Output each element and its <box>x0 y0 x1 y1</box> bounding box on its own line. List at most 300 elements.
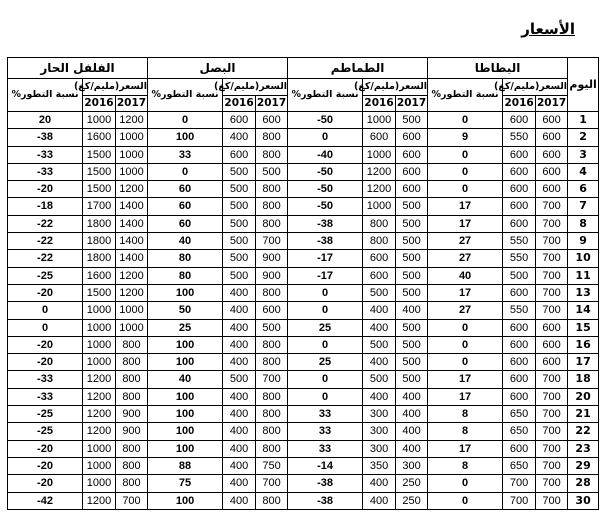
day-cell: 23 <box>568 440 599 457</box>
price-2016-cell: 600 <box>503 388 536 405</box>
price-2017-cell: 500 <box>396 336 428 353</box>
change-cell: 17- <box>288 250 363 267</box>
price-2016-cell: 400 <box>223 302 256 319</box>
change-cell: 100 <box>148 336 223 353</box>
day-cell: 7 <box>568 198 599 215</box>
price-2016-cell: 650 <box>503 457 536 474</box>
price-header: السعر(مليم/كغ) <box>223 79 288 96</box>
year-2017-header: 2017 <box>116 96 148 112</box>
price-2017-cell: 700 <box>256 475 288 492</box>
price-2017-cell: 1200 <box>116 181 148 198</box>
price-2017-cell: 700 <box>536 492 568 509</box>
price-2017-cell: 700 <box>536 302 568 319</box>
price-2016-cell: 300 <box>363 440 396 457</box>
price-2016-cell: 1000 <box>83 354 116 371</box>
change-cell: 20 <box>8 112 83 129</box>
change-cell: 0 <box>428 319 503 336</box>
price-2016-cell: 1200 <box>363 181 396 198</box>
price-2016-cell: 600 <box>223 146 256 163</box>
table-row <box>8 233 599 250</box>
price-2016-cell: 600 <box>503 354 536 371</box>
price-2016-cell: 400 <box>223 284 256 301</box>
price-2017-cell: 700 <box>536 406 568 423</box>
price-2017-cell: 400 <box>396 302 428 319</box>
day-cell: 30 <box>568 492 599 509</box>
change-cell: 17 <box>428 215 503 232</box>
table-row <box>8 250 599 267</box>
price-2017-cell: 800 <box>256 336 288 353</box>
change-cell: 0 <box>288 284 363 301</box>
price-2016-cell: 500 <box>363 371 396 388</box>
price-2016-cell: 600 <box>503 198 536 215</box>
price-2017-cell: 250 <box>396 492 428 509</box>
change-cell: 0 <box>288 302 363 319</box>
price-2016-cell: 400 <box>223 492 256 509</box>
price-2016-cell: 1000 <box>83 112 116 129</box>
prices-table <box>7 57 599 510</box>
day-cell: 20 <box>568 388 599 405</box>
change-cell: 50- <box>288 112 363 129</box>
table-row <box>8 406 599 423</box>
change-cell: 50 <box>148 302 223 319</box>
price-2017-cell: 500 <box>396 354 428 371</box>
price-2016-cell: 400 <box>223 129 256 146</box>
change-cell: 0 <box>148 163 223 180</box>
veg-header-onion: البصل <box>148 58 288 79</box>
price-2017-cell: 300 <box>396 457 428 474</box>
price-2016-cell: 600 <box>503 319 536 336</box>
price-header: السعر(مليم/كغ) <box>363 79 428 96</box>
price-2017-cell: 1000 <box>116 163 148 180</box>
price-2016-cell: 400 <box>223 406 256 423</box>
change-cell: 0 <box>8 319 83 336</box>
day-cell: 9 <box>568 233 599 250</box>
price-2017-cell: 700 <box>536 267 568 284</box>
change-header: نسبة التطور% <box>8 79 83 112</box>
change-cell: 75 <box>148 475 223 492</box>
price-2016-cell: 500 <box>223 198 256 215</box>
price-2016-cell: 1500 <box>83 163 116 180</box>
price-2017-cell: 600 <box>536 354 568 371</box>
table-row <box>8 267 599 284</box>
change-cell: 38- <box>288 492 363 509</box>
change-cell: 0 <box>428 112 503 129</box>
year-2016-header: 2016 <box>503 96 536 112</box>
price-header: السعر(مليم/كغ) <box>503 79 568 96</box>
change-cell: 33 <box>288 423 363 440</box>
price-2016-cell: 1000 <box>363 146 396 163</box>
price-2016-cell: 1600 <box>83 129 116 146</box>
change-cell: 50- <box>288 181 363 198</box>
change-cell: 20- <box>8 336 83 353</box>
price-2017-cell: 800 <box>256 406 288 423</box>
price-2016-cell: 300 <box>363 406 396 423</box>
price-2017-cell: 900 <box>256 267 288 284</box>
day-cell: 10 <box>568 250 599 267</box>
price-2017-cell: 600 <box>256 302 288 319</box>
table-row <box>8 371 599 388</box>
price-2016-cell: 400 <box>223 457 256 474</box>
table-row <box>8 336 599 353</box>
change-cell: 17 <box>428 284 503 301</box>
veg-header-potato: البطاطا <box>428 58 568 79</box>
day-cell: 22 <box>568 423 599 440</box>
veg-header-tomato: الطماطم <box>288 58 428 79</box>
price-2016-cell: 550 <box>503 302 536 319</box>
change-cell: 100 <box>148 440 223 457</box>
price-2017-cell: 500 <box>396 284 428 301</box>
price-2016-cell: 500 <box>223 371 256 388</box>
change-cell: 25- <box>8 406 83 423</box>
table-row <box>8 146 599 163</box>
change-cell: 20- <box>8 475 83 492</box>
price-2016-cell: 600 <box>503 336 536 353</box>
price-2016-cell: 400 <box>223 423 256 440</box>
day-cell: 18 <box>568 371 599 388</box>
price-2016-cell: 500 <box>363 336 396 353</box>
table-row <box>8 129 599 146</box>
price-2017-cell: 700 <box>536 388 568 405</box>
price-2016-cell: 1000 <box>83 302 116 319</box>
table-row <box>8 388 599 405</box>
price-2016-cell: 400 <box>363 492 396 509</box>
table-row <box>8 163 599 180</box>
price-2016-cell: 400 <box>223 388 256 405</box>
change-cell: 40 <box>148 371 223 388</box>
table-row <box>8 354 599 371</box>
change-cell: 27 <box>428 233 503 250</box>
change-cell: 50- <box>288 198 363 215</box>
change-cell: 33- <box>8 388 83 405</box>
change-cell: 8 <box>428 457 503 474</box>
change-cell: 20- <box>8 284 83 301</box>
change-cell: 25- <box>8 267 83 284</box>
price-2016-cell: 600 <box>363 250 396 267</box>
price-2017-cell: 500 <box>396 267 428 284</box>
change-cell: 100 <box>148 388 223 405</box>
change-cell: 40 <box>148 233 223 250</box>
price-2017-cell: 1400 <box>116 250 148 267</box>
price-2016-cell: 400 <box>223 336 256 353</box>
price-2016-cell: 400 <box>363 475 396 492</box>
change-cell: 40- <box>288 146 363 163</box>
change-cell: 14- <box>288 457 363 474</box>
change-cell: 0 <box>428 181 503 198</box>
change-cell: 33- <box>8 371 83 388</box>
price-2017-cell: 700 <box>536 250 568 267</box>
change-cell: 33- <box>8 146 83 163</box>
price-2017-cell: 700 <box>536 371 568 388</box>
price-2016-cell: 600 <box>223 112 256 129</box>
price-2016-cell: 400 <box>363 302 396 319</box>
price-2017-cell: 1000 <box>116 146 148 163</box>
price-2017-cell: 500 <box>396 233 428 250</box>
price-2016-cell: 1500 <box>83 284 116 301</box>
price-2017-cell: 700 <box>256 233 288 250</box>
price-2017-cell: 600 <box>396 146 428 163</box>
price-2017-cell: 700 <box>536 475 568 492</box>
price-2017-cell: 500 <box>396 371 428 388</box>
change-cell: 0 <box>288 336 363 353</box>
veg-header-hot-pepper: الفلفل الحار <box>8 58 148 79</box>
price-2016-cell: 1000 <box>83 440 116 457</box>
change-cell: 60 <box>148 198 223 215</box>
price-2017-cell: 600 <box>536 163 568 180</box>
change-cell: 17- <box>288 267 363 284</box>
change-cell: 60 <box>148 181 223 198</box>
price-2017-cell: 1400 <box>116 233 148 250</box>
price-2016-cell: 400 <box>363 354 396 371</box>
price-2016-cell: 700 <box>503 475 536 492</box>
day-cell: 21 <box>568 406 599 423</box>
price-2017-cell: 700 <box>536 198 568 215</box>
price-2017-cell: 400 <box>396 440 428 457</box>
change-cell: 25 <box>148 319 223 336</box>
price-2016-cell: 1200 <box>83 388 116 405</box>
change-cell: 17 <box>428 371 503 388</box>
change-cell: 17 <box>428 198 503 215</box>
price-2017-cell: 500 <box>396 198 428 215</box>
price-2017-cell: 800 <box>116 475 148 492</box>
change-cell: 33 <box>148 146 223 163</box>
price-2017-cell: 600 <box>256 112 288 129</box>
change-cell: 0 <box>428 492 503 509</box>
change-cell: 0 <box>428 336 503 353</box>
price-2016-cell: 500 <box>223 181 256 198</box>
day-cell: 15 <box>568 319 599 336</box>
price-2016-cell: 600 <box>503 371 536 388</box>
page-title: الأسعار <box>521 20 575 38</box>
table-row <box>8 492 599 509</box>
price-2016-cell: 1000 <box>83 319 116 336</box>
year-2016-header: 2016 <box>223 96 256 112</box>
change-cell: 9 <box>428 129 503 146</box>
price-2017-cell: 1200 <box>116 284 148 301</box>
price-2017-cell: 800 <box>116 457 148 474</box>
change-cell: 20- <box>8 181 83 198</box>
price-2017-cell: 600 <box>536 129 568 146</box>
table-row <box>8 457 599 474</box>
day-cell: 8 <box>568 215 599 232</box>
change-cell: 0 <box>428 354 503 371</box>
price-2016-cell: 1200 <box>83 406 116 423</box>
price-2017-cell: 500 <box>396 112 428 129</box>
price-2017-cell: 500 <box>256 163 288 180</box>
change-cell: 25 <box>288 354 363 371</box>
change-cell: 100 <box>148 354 223 371</box>
table-row <box>8 284 599 301</box>
price-2017-cell: 750 <box>256 457 288 474</box>
change-cell: 60 <box>148 215 223 232</box>
change-cell: 33- <box>8 163 83 180</box>
price-2017-cell: 500 <box>256 319 288 336</box>
price-2016-cell: 300 <box>363 423 396 440</box>
price-2017-cell: 600 <box>536 319 568 336</box>
price-2017-cell: 800 <box>256 284 288 301</box>
change-header: نسبة التطور% <box>288 79 363 112</box>
price-2017-cell: 800 <box>256 215 288 232</box>
year-2017-header: 2017 <box>256 96 288 112</box>
year-2017-header: 2017 <box>536 96 568 112</box>
price-2016-cell: 1600 <box>83 267 116 284</box>
price-2016-cell: 600 <box>503 215 536 232</box>
day-cell: 17 <box>568 354 599 371</box>
table-row <box>8 423 599 440</box>
price-2017-cell: 800 <box>256 423 288 440</box>
price-2016-cell: 600 <box>503 284 536 301</box>
price-2017-cell: 800 <box>116 388 148 405</box>
day-header: اليوم <box>568 58 599 112</box>
change-cell: 80 <box>148 267 223 284</box>
price-2017-cell: 700 <box>536 457 568 474</box>
change-cell: 25 <box>288 319 363 336</box>
change-cell: 22- <box>8 215 83 232</box>
price-header: السعر(مليم/كغ) <box>83 79 148 96</box>
price-2017-cell: 400 <box>396 388 428 405</box>
price-2017-cell: 900 <box>116 406 148 423</box>
change-cell: 27 <box>428 302 503 319</box>
price-2017-cell: 700 <box>256 371 288 388</box>
price-2016-cell: 600 <box>363 129 396 146</box>
change-cell: 38- <box>288 215 363 232</box>
price-2016-cell: 600 <box>503 146 536 163</box>
price-2017-cell: 250 <box>396 475 428 492</box>
change-cell: 0 <box>288 388 363 405</box>
table-row <box>8 302 599 319</box>
price-2016-cell: 1000 <box>83 457 116 474</box>
price-2016-cell: 500 <box>223 163 256 180</box>
change-cell: 0 <box>148 112 223 129</box>
table-row <box>8 215 599 232</box>
change-cell: 80 <box>148 250 223 267</box>
price-2017-cell: 1400 <box>116 215 148 232</box>
price-2017-cell: 700 <box>116 492 148 509</box>
price-2016-cell: 500 <box>223 267 256 284</box>
price-2017-cell: 800 <box>116 354 148 371</box>
change-cell: 33 <box>288 406 363 423</box>
change-cell: 18- <box>8 198 83 215</box>
price-2017-cell: 800 <box>256 181 288 198</box>
price-2017-cell: 600 <box>396 163 428 180</box>
table-row <box>8 319 599 336</box>
price-2017-cell: 800 <box>116 371 148 388</box>
price-2017-cell: 800 <box>256 440 288 457</box>
price-2017-cell: 400 <box>396 406 428 423</box>
price-2017-cell: 800 <box>116 336 148 353</box>
price-2017-cell: 600 <box>536 336 568 353</box>
price-2016-cell: 1000 <box>83 336 116 353</box>
change-cell: 50- <box>288 163 363 180</box>
price-2016-cell: 1000 <box>363 112 396 129</box>
day-cell: 4 <box>568 163 599 180</box>
change-cell: 20- <box>8 440 83 457</box>
year-2016-header: 2016 <box>83 96 116 112</box>
price-2017-cell: 500 <box>396 215 428 232</box>
day-cell: 28 <box>568 475 599 492</box>
price-2017-cell: 800 <box>256 198 288 215</box>
price-2017-cell: 600 <box>536 181 568 198</box>
change-cell: 20- <box>8 354 83 371</box>
change-cell: 38- <box>288 233 363 250</box>
price-2016-cell: 1800 <box>83 233 116 250</box>
price-2017-cell: 700 <box>536 215 568 232</box>
price-2017-cell: 800 <box>256 492 288 509</box>
price-2017-cell: 600 <box>536 146 568 163</box>
change-cell: 22- <box>8 233 83 250</box>
price-2016-cell: 550 <box>503 250 536 267</box>
price-2016-cell: 600 <box>503 440 536 457</box>
price-2017-cell: 900 <box>116 423 148 440</box>
price-2016-cell: 400 <box>223 319 256 336</box>
change-cell: 88 <box>148 457 223 474</box>
change-cell: 0 <box>8 302 83 319</box>
price-2016-cell: 500 <box>223 250 256 267</box>
price-2016-cell: 1500 <box>83 181 116 198</box>
change-cell: 8 <box>428 406 503 423</box>
price-2016-cell: 600 <box>503 163 536 180</box>
price-2016-cell: 400 <box>363 319 396 336</box>
change-cell: 100 <box>148 284 223 301</box>
price-2016-cell: 800 <box>363 233 396 250</box>
price-2017-cell: 700 <box>536 423 568 440</box>
change-cell: 38- <box>288 475 363 492</box>
change-cell: 0 <box>428 475 503 492</box>
price-2016-cell: 1200 <box>83 423 116 440</box>
price-2016-cell: 1000 <box>83 475 116 492</box>
change-header: نسبة التطور% <box>428 79 503 112</box>
price-2017-cell: 1400 <box>116 198 148 215</box>
price-2017-cell: 700 <box>536 233 568 250</box>
change-cell: 0 <box>428 146 503 163</box>
change-cell: 8 <box>428 423 503 440</box>
year-2016-header: 2016 <box>363 96 396 112</box>
table-row <box>8 475 599 492</box>
price-2016-cell: 600 <box>503 112 536 129</box>
price-2017-cell: 1200 <box>116 267 148 284</box>
change-cell: 20- <box>8 457 83 474</box>
price-2016-cell: 1800 <box>83 250 116 267</box>
change-cell: 100 <box>148 406 223 423</box>
price-2017-cell: 900 <box>256 250 288 267</box>
price-2017-cell: 1200 <box>116 112 148 129</box>
price-2017-cell: 600 <box>396 129 428 146</box>
day-cell: 13 <box>568 284 599 301</box>
price-2016-cell: 1200 <box>363 163 396 180</box>
price-2017-cell: 600 <box>396 181 428 198</box>
change-cell: 42- <box>8 492 83 509</box>
price-2016-cell: 1800 <box>83 215 116 232</box>
change-cell: 22- <box>8 250 83 267</box>
price-2016-cell: 500 <box>363 284 396 301</box>
change-cell: 100 <box>148 492 223 509</box>
year-2017-header: 2017 <box>396 96 428 112</box>
price-2017-cell: 800 <box>256 129 288 146</box>
price-2016-cell: 1700 <box>83 198 116 215</box>
price-2017-cell: 500 <box>396 319 428 336</box>
price-2016-cell: 650 <box>503 406 536 423</box>
price-2016-cell: 1500 <box>83 146 116 163</box>
price-2017-cell: 800 <box>116 440 148 457</box>
price-2017-cell: 700 <box>536 284 568 301</box>
change-header: نسبة التطور% <box>148 79 223 112</box>
price-2017-cell: 500 <box>396 250 428 267</box>
price-2016-cell: 600 <box>503 181 536 198</box>
price-2017-cell: 800 <box>256 388 288 405</box>
price-2016-cell: 400 <box>223 354 256 371</box>
price-2016-cell: 400 <box>223 475 256 492</box>
price-2017-cell: 700 <box>536 440 568 457</box>
change-cell: 0 <box>428 163 503 180</box>
